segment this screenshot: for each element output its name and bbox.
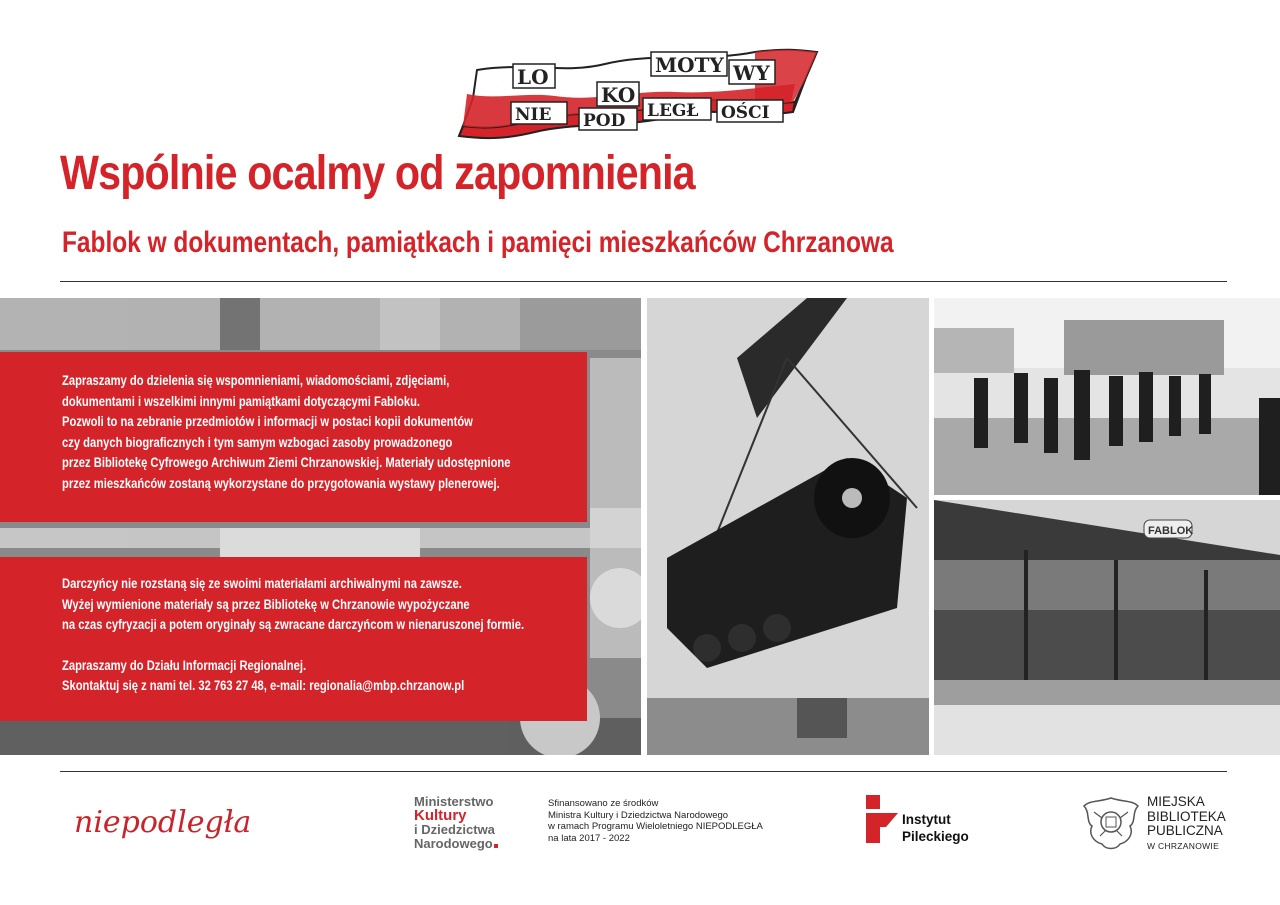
locomotive-crane-photo (647, 298, 929, 755)
contact-invite: Zapraszamy do Działu Informacji Regionalnej. (62, 657, 307, 673)
library-logo (1147, 795, 1226, 853)
ministry-dot (494, 844, 498, 848)
lokomotywy-niepodleglosci-logo (455, 40, 825, 145)
page-title: Wspólnie ocalmy od zapomnienia (60, 147, 695, 200)
pilecki-line2: Pileckiego (902, 829, 969, 844)
library-line4: W CHRZANOWIE (1147, 840, 1220, 851)
text-line: Wyżej wymienione materiały są przez Bibliotekę w Chrzanowie wypożyczane (62, 596, 470, 612)
text-line: Zapraszamy do dzielenia się wspomnieniami, wiadomościami, zdjęciami, (62, 373, 450, 388)
banner-word-pod: POD (583, 111, 626, 131)
contact-details[interactable]: Skontaktuj się z nami tel. 32 763 27 48, e-mail: regionalia@mbp.chrzanow.pl (62, 678, 465, 694)
library-line2: BIBLIOTEKA (1147, 808, 1226, 824)
brass-band-parade-photo (934, 298, 1280, 495)
donors-paragraph (62, 574, 524, 697)
ministry-line3: i Dziedzictwa (414, 822, 495, 837)
top-divider (60, 281, 1227, 282)
library-eagle-emblem-icon (1080, 792, 1142, 854)
banner-word-lo: LO (517, 65, 549, 89)
stadium-sign: FABLOK (1148, 525, 1194, 537)
banner-word-ko: KO (601, 83, 636, 107)
text-line: przez mieszkańców zostaną wykorzystane do przygotowania wystawy plenerowej. (62, 475, 500, 491)
ministry-logo (414, 795, 524, 857)
stadium-stand-photo (934, 500, 1280, 755)
ministry-line4: Narodowego (414, 836, 493, 851)
pilecki-institute-logo (902, 811, 969, 845)
text-line: Pozwoli to na zebranie przedmiotów i informacji w postaci kopii dokumentów (62, 414, 473, 430)
funding-line: na lata 2017 - 2022 (548, 832, 630, 844)
ministry-line2: Kultury (414, 807, 467, 824)
bottom-divider (60, 771, 1227, 772)
page-subtitle: Fablok w dokumentach, pamiątkach i pamięci mieszkańców Chrzanowa (62, 226, 894, 259)
banner-word-wy: WY (733, 61, 770, 85)
text-line: dokumentami i wszelkimi innymi pamiątkami dotyczącymi Fabloku. (62, 393, 421, 409)
banner-word-osci: OŚCI (721, 103, 770, 123)
niepodlegla-signature: niepodległa (74, 805, 252, 840)
funding-note (548, 798, 798, 844)
funding-line: Sfinansowano ze środków (548, 798, 659, 809)
funding-line: w ramach Programu Wieloletniego NIEPODLEGŁA (548, 821, 763, 832)
invitation-paragraph (62, 371, 510, 495)
pilecki-institute-icon (866, 795, 898, 843)
banner-word-legl: LEGŁ (647, 101, 699, 121)
text-line: na czas cyfryzacji a potem oryginały są zwracane darczyńcom w nienaruszonej formie. (62, 617, 525, 633)
library-line1: MIEJSKA (1147, 794, 1205, 809)
library-line3: PUBLICZNA (1147, 823, 1223, 838)
pilecki-line1: Instytut (902, 812, 951, 827)
text-line: przez Bibliotekę Cyfrowego Archiwum Ziemi Chrzanowskiej. Materiały udostępnione (62, 455, 511, 471)
text-line: czy danych biograficznych i tym samym wzbogaci zasoby prowadzonego (62, 434, 453, 450)
donors-text-box (0, 557, 587, 721)
niepodlegla-logo (74, 790, 284, 850)
invitation-text-box (0, 352, 587, 522)
funding-line: Ministra Kultury i Dziedzictwa Narodowego (548, 809, 729, 821)
text-line: Darczyńcy nie rozstaną się ze swoimi materiałami archiwalnymi na zawsze. (62, 576, 462, 591)
banner-word-nie: NIE (515, 105, 552, 125)
paragraph-gap (62, 636, 524, 656)
ministry-line1: Ministerstwo (414, 794, 494, 809)
banner-word-moty: MOTY (655, 53, 724, 77)
